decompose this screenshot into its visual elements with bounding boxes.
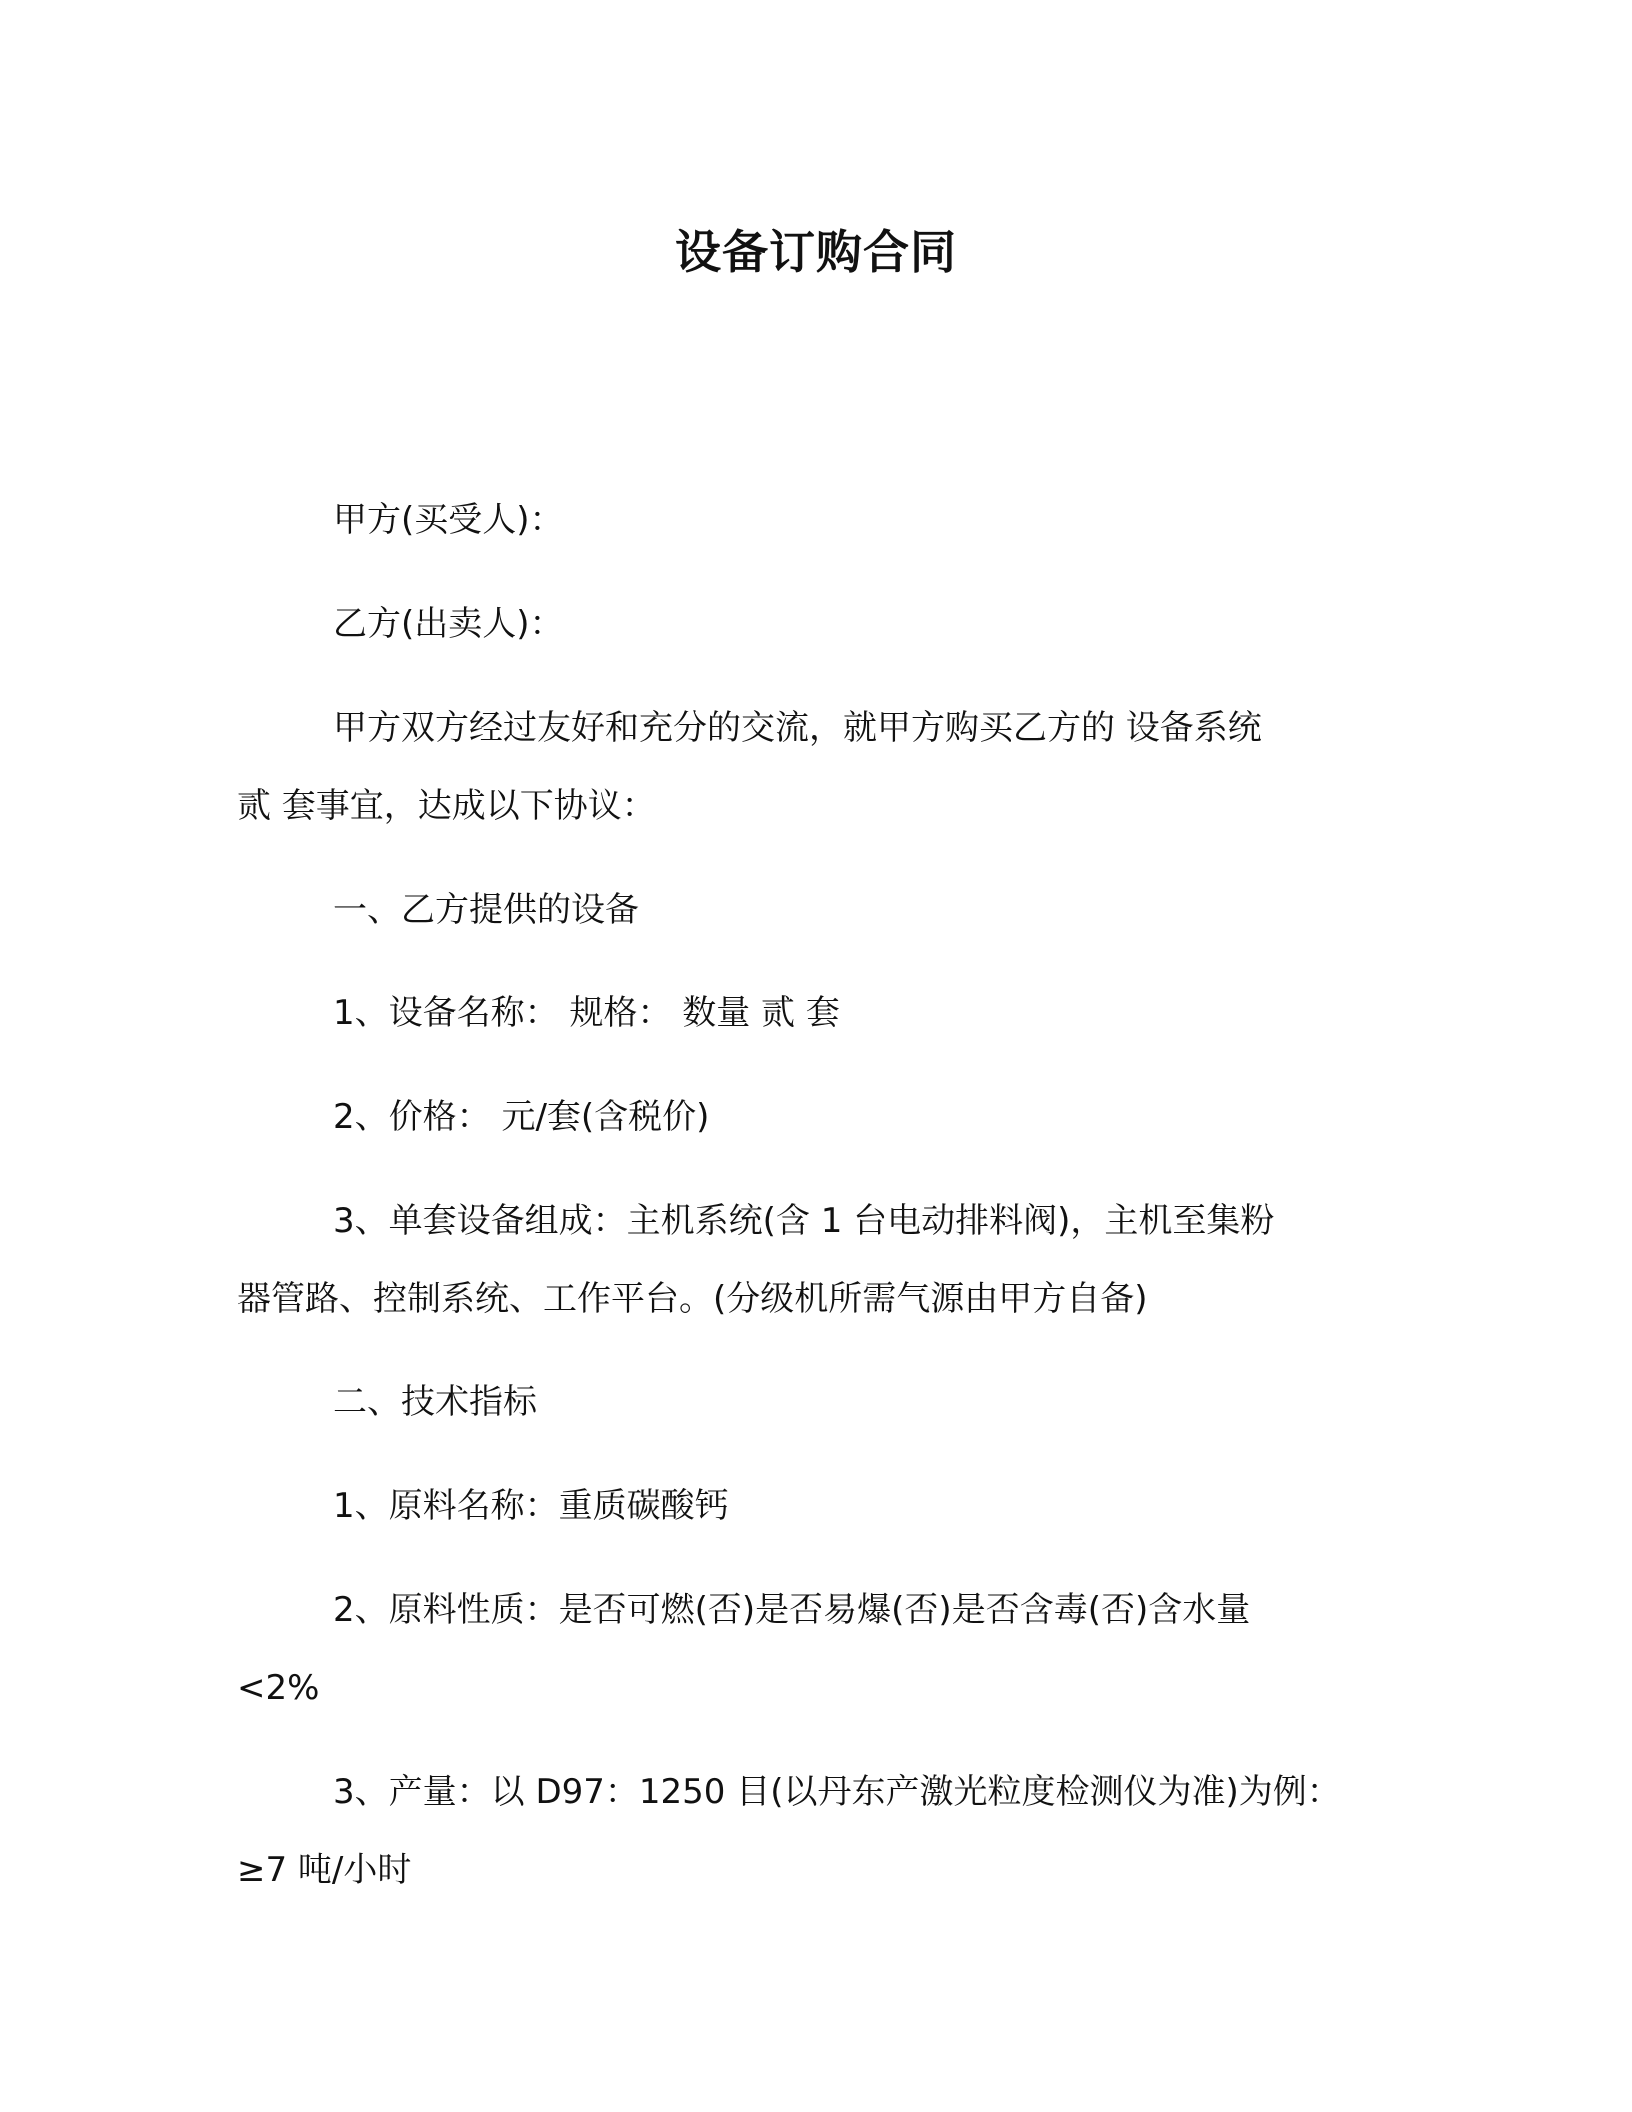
clause-price: 2、价格： 元/套(含税价) [333,1097,710,1137]
party-b-line: 乙方(出卖人)： [333,604,564,644]
document-title: 设备订购合同 [675,225,957,279]
clause-equipment-name: 1、设备名称： 规格： 数量 贰 套 [333,993,840,1033]
agreement-intro-line-2: 贰 套事宜，达成以下协议： [237,786,656,826]
clause-material-properties-line-1: 2、原料性质：是否可燃(否)是否易爆(否)是否含毒(否)含水量 [333,1590,1251,1630]
clause-output-line-1: 3、产量：以 D97：1250 目(以丹东产激光粒度检测仪为准)为例： [333,1772,1341,1812]
agreement-intro-line-1: 甲方双方经过友好和充分的交流，就甲方购买乙方的 设备系统 [333,708,1262,748]
section-heading-equipment: 一、乙方提供的设备 [333,890,639,930]
clause-output-line-2: ≥7 吨/小时 [237,1850,412,1890]
clause-composition-line-2: 器管路、控制系统、工作平台。(分级机所需气源由甲方自备) [237,1279,1148,1319]
party-a-line: 甲方(买受人)： [333,500,564,540]
clause-composition-line-1: 3、单套设备组成：主机系统(含 1 台电动排料阀)，主机至集粉 [333,1201,1275,1241]
section-heading-technical: 二、技术指标 [333,1382,537,1422]
clause-material-properties-line-2: <2% [237,1668,320,1708]
clause-material-name: 1、原料名称：重质碳酸钙 [333,1486,729,1526]
